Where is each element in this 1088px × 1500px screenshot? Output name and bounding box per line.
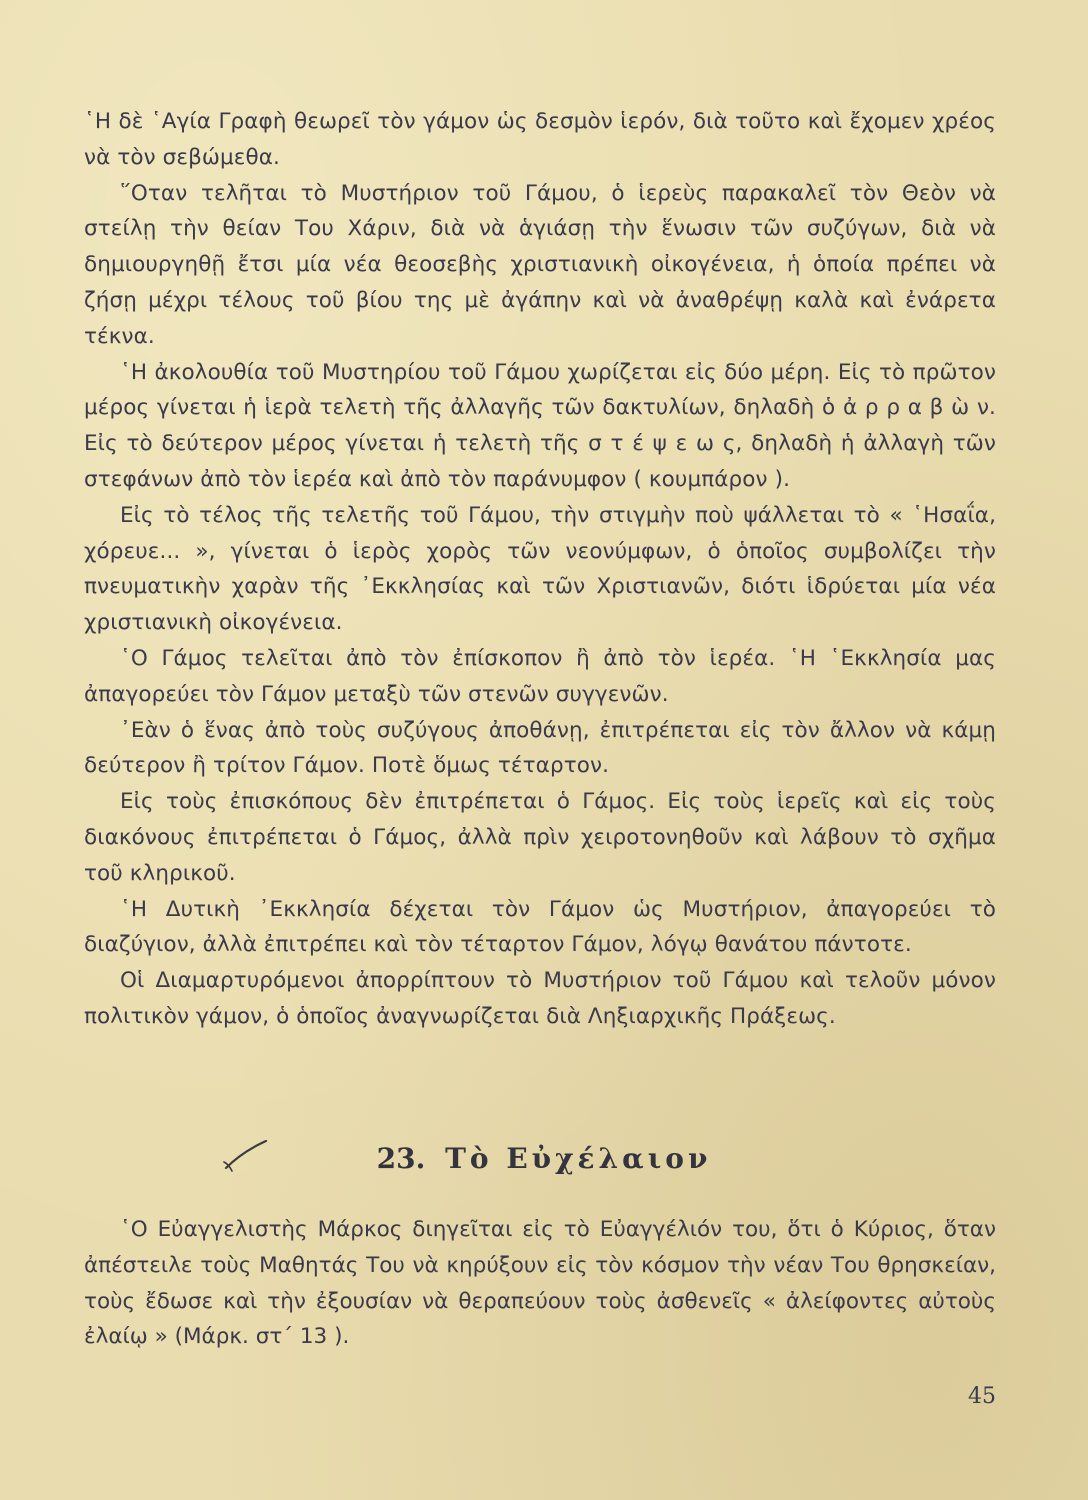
section-title: Τὸ Εὐχέλαιον bbox=[445, 1142, 712, 1175]
page-number: 45 bbox=[968, 1384, 996, 1409]
paragraph: Εἰς τοὺς ἐπισκόπους δὲν ἐπιτρέπεται ὁ Γάμος. Εἰς τοὺς ἱερεῖς καὶ εἰς τοὺς διακόνους ἐπιτρέπεται ὁ Γάμος, ἀλλὰ πρὶν χειροτονηθοῦν καὶ λάβουν τὸ σχῆμα τοῦ κληρικοῦ. bbox=[84, 789, 996, 886]
paragraph: ᾿Εὰν ὁ ἕνας ἀπὸ τοὺς συζύγους ἀποθάνῃ, ἐπιτρέπεται εἰς τὸν ἄλλον νὰ κάμῃ δεύτερον ἢ τρίτον Γάμον. Ποτὲ ὅμως τέταρτον. bbox=[84, 717, 996, 779]
body-text bbox=[84, 104, 996, 1035]
paragraph: Εἰς τὸ τέλος τῆς τελετῆς τοῦ Γάμου, τὴν στιγμὴν ποὺ ψάλλεται τὸ « ῾Ησαΐα, χόρευε... », γίνεται ὁ ἱερὸς χορὸς τῶν νεονύμφων, ὁ ὁποῖος συμβολίζει τὴν πνευματικὴν χαρὰν τῆς ᾿Εκκλησίας καὶ τῶν Χριστιανῶν, διότι ἱδρύεται μία νέα χριστιανικὴ οἰκογένεια. bbox=[84, 502, 996, 636]
paragraph: Οἱ Διαμαρτυρόμενοι ἀπορρίπτουν τὸ Μυστήριον τοῦ Γάμου καὶ τελοῦν μόνον πολιτικὸν γάμον, ὁ ὁποῖος ἀναγνωρίζεται διὰ Ληξιαρχικῆς Πράξεως. bbox=[84, 968, 996, 1029]
paragraph: ῾Η Δυτικὴ ᾿Εκκλησία δέχεται τὸν Γάμον ὡς Μυστήριον, ἀπαγορεύει τὸ διαζύγιον, ἀλλὰ ἐπιτρέπει καὶ τὸν τέταρτον Γάμον, λόγῳ θανάτου πάντοτε. bbox=[84, 896, 996, 958]
section-body bbox=[84, 1212, 996, 1355]
section-number: 23. bbox=[376, 1142, 426, 1175]
paragraph: ῾Η ἀκολουθία τοῦ Μυστηρίου τοῦ Γάμου χωρίζεται εἰς δύο μέρη. Εἰς τὸ πρῶτον μέρος γίνεται ἡ ἱερὰ τελετὴ τῆς ἀλλαγῆς τῶν δακτυλίων, δηλαδὴ ὁ ἀ ρ ρ α β ὼ ν. Εἰς τὸ δεύτερον μέρος γίνεται ἡ τελετὴ τῆς σ τ έ ψ ε ω ς, δηλαδὴ ἡ ἀλλαγὴ τῶν στεφάνων ἀπὸ τὸν ἱερέα καὶ ἀπὸ τὸν παράνυμφον ( κουμπάρον ). bbox=[84, 359, 996, 492]
paragraph: ῾Ο Γάμος τελεῖται ἀπὸ τὸν ἐπίσκοπον ἢ ἀπὸ τὸν ἱερέα. ῾Η ῾Εκκλησία μας ἀπαγορεύει τὸν Γάμον μεταξὺ τῶν στενῶν συγγενῶν. bbox=[84, 645, 996, 707]
paragraph: ῾Ο Εὐαγγελιστὴς Μάρκος διηγεῖται εἰς τὸ Εὐαγγέλιόν του, ὅτι ὁ Κύριος, ὅταν ἀπέστειλε τοὺς Μαθητάς Του νὰ κηρύξουν εἰς τὸν κόσμον τὴν νέαν Του θρησκείαν, τοὺς ἔδωσε καὶ τὴν ἐξουσίαν νὰ θεραπεύουν τοὺς ἀσθενεῖς « ἀλείφοντες αὐτοὺς ἐλαίῳ » (Μάρκ. στ΄ 13 ). bbox=[84, 1217, 996, 1350]
paragraph: ῾Η δὲ ῾Αγία Γραφὴ θεωρεῖ τὸν γάμον ὡς δεσμὸν ἱερόν, διὰ τοῦτο καὶ ἔχομεν χρέος νὰ τὸν σεβώμεθα. bbox=[84, 109, 996, 170]
paragraph: ῞Οταν τελῆται τὸ Μυστήριον τοῦ Γάμου, ὁ ἱερεὺς παρακαλεῖ τὸν Θεὸν νὰ στείλῃ τὴν θείαν Του Χάριν, διὰ νὰ ἁγιάσῃ τὴν ἕνωσιν τῶν συζύγων, διὰ νὰ δημιουργηθῇ ἔτσι μία νέα θεοσεβὴς χριστιανικὴ οἰκογένεια, ἡ ὁποία πρέπει νὰ ζήσῃ μέχρι τέλους τοῦ βίου της μὲ ἀγάπην καὶ νὰ ἀναθρέψῃ καλὰ καὶ ἐνάρετα τέκνα. bbox=[84, 180, 996, 349]
section-heading bbox=[0, 1142, 1088, 1175]
